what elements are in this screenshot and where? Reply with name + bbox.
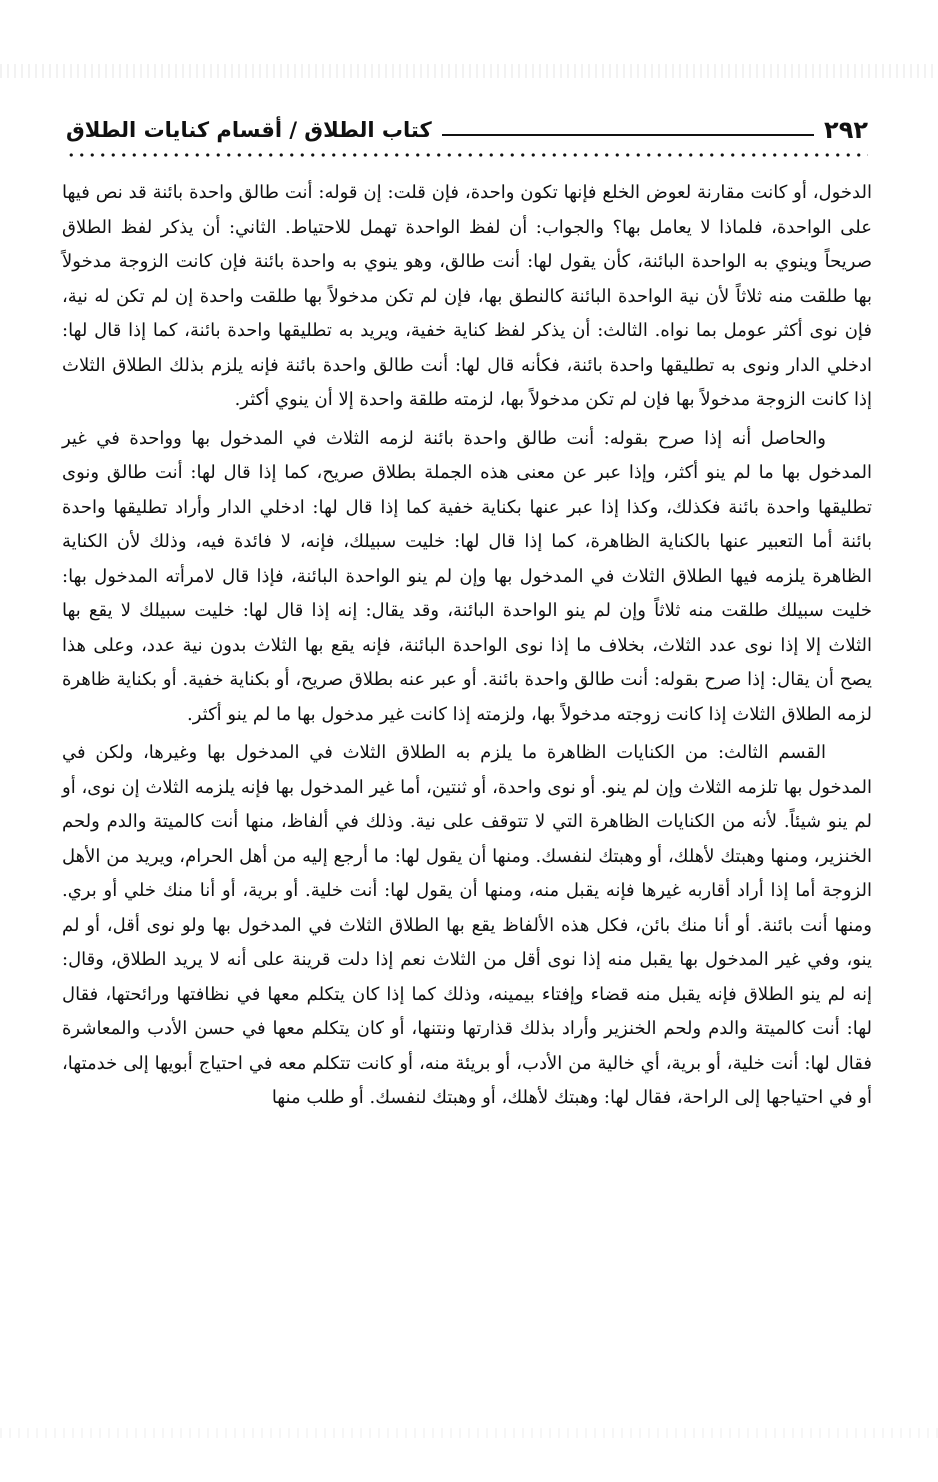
header-rule xyxy=(442,134,814,136)
scan-artifact-bottom xyxy=(0,1428,938,1438)
body-text xyxy=(62,176,872,1120)
paragraph-2: والحاصل أنه إذا صرح بقوله: أنت طالق واحدة بائنة لزمه الثلاث في المدخول بها وواحدة في غير المدخول بها ما لم ينو أكثر، وإذا عبر عن معنى هذه الجملة بطلاق صريح، كما إذا قال لها: أنت طالق ونوى تطليقها واحدة بائنة فكذلك، وكذا إذا عبر عنها بكناية خفية كما إذا قال لها: ادخلي الدار وأراد تطليقها واحدة بائنة أما التعبير عنها بالكناية الظاهرة، كما إذا قال لها: خليت سبيلك، فإنه، لا فائدة فيه، وذلك لأن الكناية الظاهرة يلزمه فيها الطلاق الثلاث في المدخول بها وإن لم ينو الواحدة البائنة، فإذا قال لامرأته المدخول بها: خليت سبيلك طلقت منه ثلاثاً وإن لم ينو الواحدة البائنة، وقد يقال: إنه إذا قال لها: خليت سبيلك لا يقع بها الثلاث إلا إذا نوى عدد الثلاث، بخلاف ما إذا نوى الواحدة البائنة، فإنه يقع بها الثلاث بدون نية عدد، وعلى هذا يصح أن يقال: إذا صرح بقوله: أنت طالق واحدة بائنة. أو عبر عنه بطلاق صريح، أو بكناية خفية. أو بكناية ظاهرة لزمه الطلاق الثلاث إذا كانت زوجته مدخولاً بها، ولزمته إذا كانت غير مدخول بها ما لم ينو أكثر. xyxy=(62,427,873,725)
dotted-separator xyxy=(66,152,868,158)
paragraph-1: الدخول، أو كانت مقارنة لعوض الخلع فإنها تكون واحدة، فإن قلت: إن قوله: أنت طالق واحدة بائنة قد نص فيها على الواحدة، فلماذا لا يعامل بها؟ والجواب: أن لفظ الواحدة تهمل للاحتياط. الثاني: أن يذكر لفظ الطلاق صريحاً وينوي به الواحدة البائنة، كأن يقول لها: أنت طالق، وهو ينوي به واحدة بائنة فإن كانت الزوجة مدخولاً بها طلقت منه ثلاثاً لأن نية الواحدة البائنة كالنطق بها، فإن لم تكن مدخولاً بها طلقت واحدة إن لم تكن له نية، فإن نوى أكثر عومل بما نواه. الثالث: أن يذكر لفظ كناية خفية، ويريد به تطليقها واحدة بائنة، كما إذا قال لها: ادخلي الدار ونوى به تطليقها واحدة بائنة، فكأنه قال لها: أنت طالق واحدة بائنة فإنه يلزم بذلك الطلاق الثلاث إذا كانت الزوجة مدخولاً بها فإن لم تكن مدخولاً بها، لزمته طلقة واحدة إلا أن ينوي أكثر. xyxy=(62,182,872,410)
scan-artifact-top xyxy=(0,64,938,78)
paragraph-3: القسم الثالث: من الكنايات الظاهرة ما يلزم به الطلاق الثلاث في المدخول بها وغيرها، ولكن في المدخول بها تلزمه الثلاث وإن لم ينو. أو نوى واحدة، أو ثنتين، أما غير المدخول بها فإنه يلزمه الثلاث إن نوى، أو لم ينو شيئاً. لأنه من الكنايات الظاهرة التي لا تتوقف على نية. وذلك في ألفاظ، منها أنت كالميتة والدم ولحم الخنزير، ومنها وهبتك لأهلك، أو وهبتك لنفسك. ومنها أن يقول لها: ما أرجع إليه من أهل الحرام، ويريد من الأهل الزوجة أما إذا أراد أقاربه غيرها فإنه يقبل منه، ومنها أن يقول لها: أنت خلية. أو برية، أو أنا منك خلي أو بري. ومنها أنت بائنة. أو أنا منك بائن، فكل هذه الألفاظ يقع بها الطلاق الثلاث في المدخول بها ولو نوى أقل، أو لم ينو، وفي غير المدخول بها يقبل منه إذا نوى أقل من الثلاث نعم إذا دلت قرينة على أنه لا يريد الطلاق، وقال: إنه لم ينو الطلاق فإنه يقبل منه قضاء وإفتاء بيمينه، وذلك كما إذا كان يتكلم معها في نظافتها ورائحتها، فقال لها: أنت كالميتة والدم ولحم الخنزير وأراد بذلك قذارتها ونتنها، أو كان يتكلم معها في حسن الأدب والمعاشرة فقال لها: أنت خلية، أو برية، أي خالية من الأدب، أو بريئة منه، أو كانت تتكلم معه في احتياج أبويها إلى خدمتها، أو في احتياجها إلى الراحة، فقال لها: وهبتك لأهلك، أو وهبتك لنفسك. أو طلب منها xyxy=(62,742,872,1108)
running-title: كتاب الطلاق / أقسام كنايات الطلاق xyxy=(66,118,432,142)
page-number: ٢٩٢ xyxy=(824,116,868,144)
page-header xyxy=(66,112,868,148)
